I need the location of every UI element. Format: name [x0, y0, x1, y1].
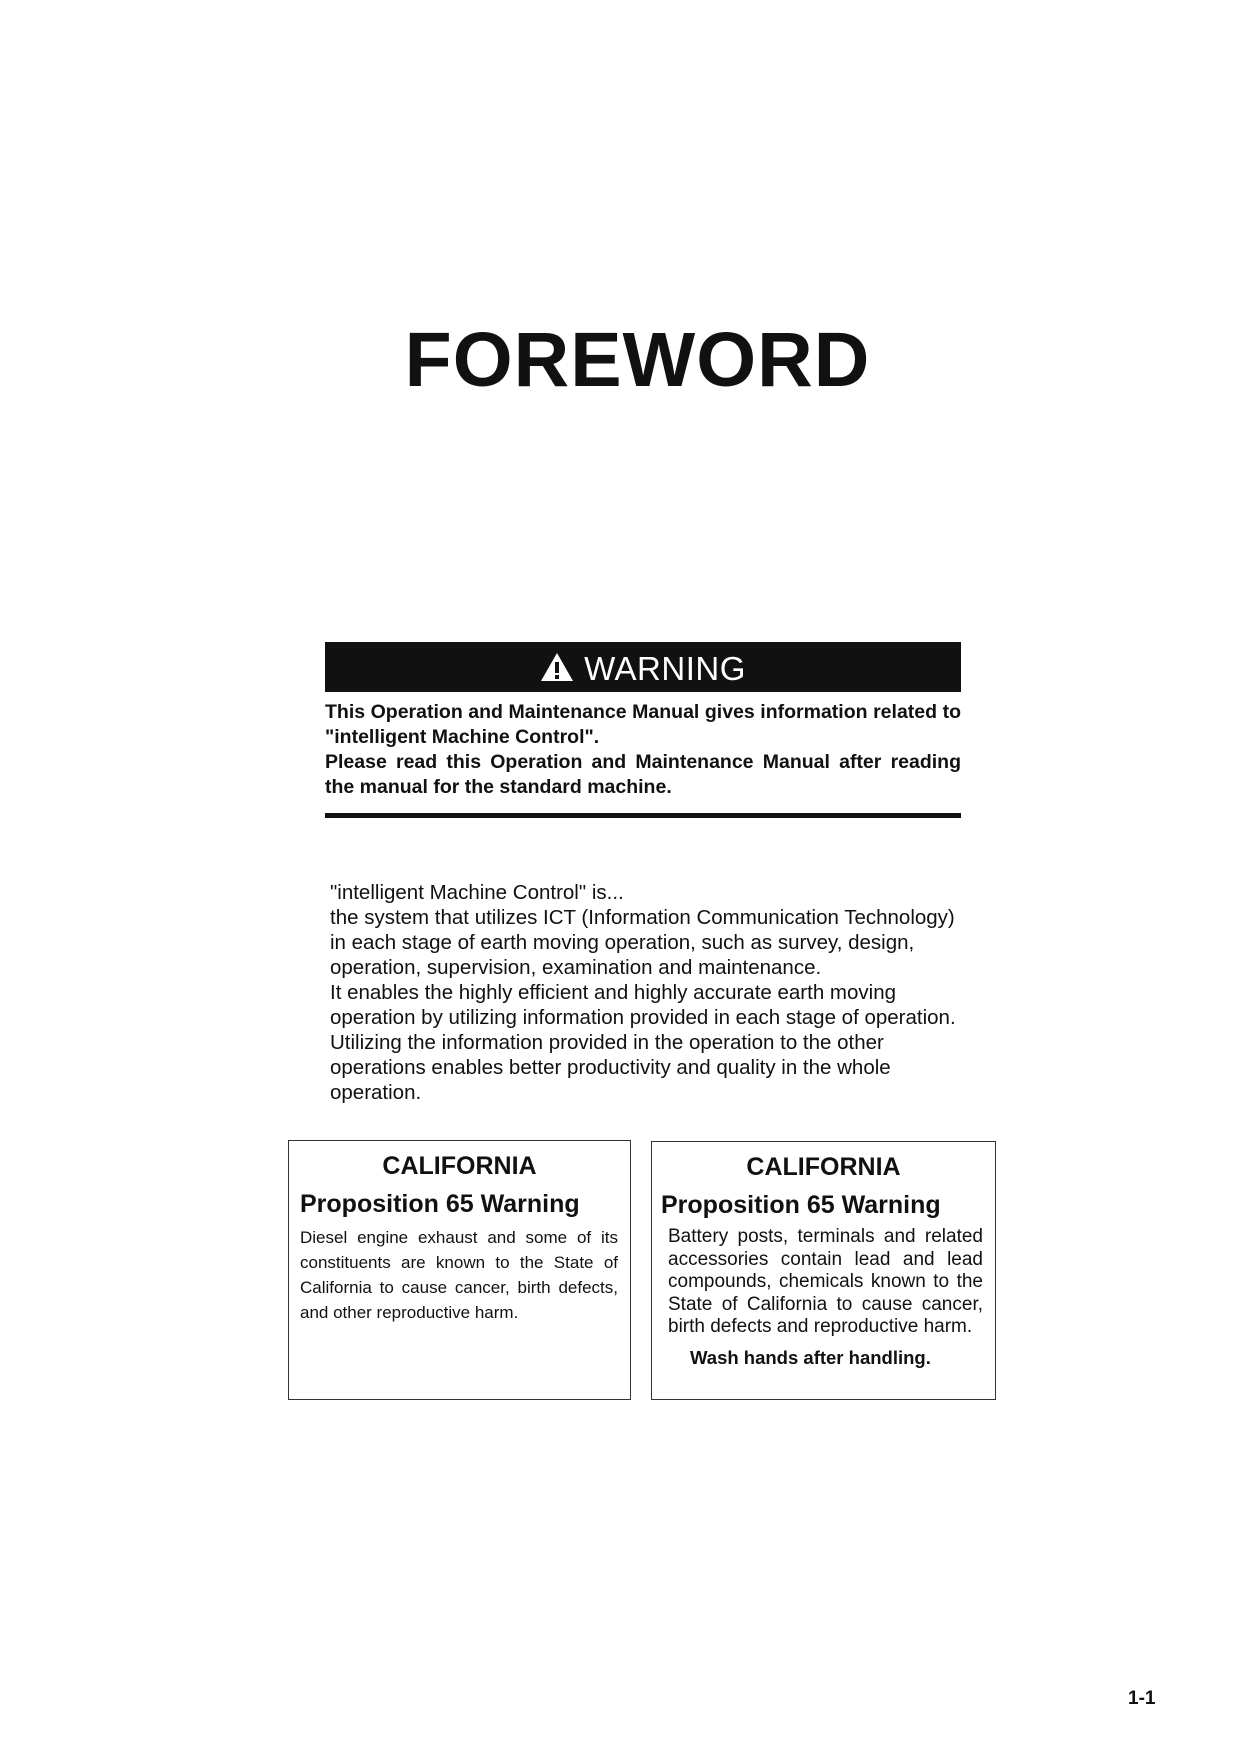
warning-block: [325, 642, 961, 818]
intro-line: the system that utilizes ICT (Information Communication Technology) in each stage of earth moving operation, such as survey, design, operation, supervision, examination and maintenance.: [330, 906, 955, 979]
prop65-text: Diesel engine exhaust and some of its constituents are known to the State of California to cause cancer, birth defects, and other reproductive harm.: [300, 1228, 618, 1322]
warning-paragraph: This Operation and Maintenance Manual gives information related to "intelligent Machine Control".: [325, 701, 961, 748]
warning-triangle-icon: [540, 652, 574, 682]
warning-header: [325, 642, 961, 692]
intro-line: Utilizing the information provided in the operation to the other operations enables better productivity and quality in the whole operation.: [330, 1031, 891, 1104]
intro-line: "intelligent Machine Control" is...: [330, 881, 624, 904]
prop65-text: Battery posts, terminals and related accessories contain lead and lead compounds, chemicals known to the State of California to cause cancer, birth defects and reproductive harm.: [668, 1226, 983, 1337]
intro-text: [330, 880, 962, 1105]
prop65-state: CALIFORNIA: [746, 1153, 901, 1181]
warning-paragraph: Please read this Operation and Maintenance Manual after reading the manual for the standard machine.: [325, 751, 961, 798]
prop65-wash-note: Wash hands after handling.: [690, 1346, 931, 1368]
prop65-diesel-box: [288, 1140, 631, 1400]
page-title: FOREWORD: [404, 317, 871, 403]
prop65-heading: Proposition 65 Warning: [661, 1191, 941, 1219]
intro-line: It enables the highly efficient and highly accurate earth moving operation by utilizing information provided in each stage of operation.: [330, 981, 956, 1029]
warning-label: WARNING: [584, 649, 746, 687]
page-number: 1-1: [1128, 1688, 1156, 1709]
prop65-battery-box: [651, 1141, 996, 1400]
warning-text: [325, 692, 961, 818]
prop65-heading: Proposition 65 Warning: [300, 1190, 580, 1218]
prop65-state: CALIFORNIA: [382, 1152, 537, 1180]
